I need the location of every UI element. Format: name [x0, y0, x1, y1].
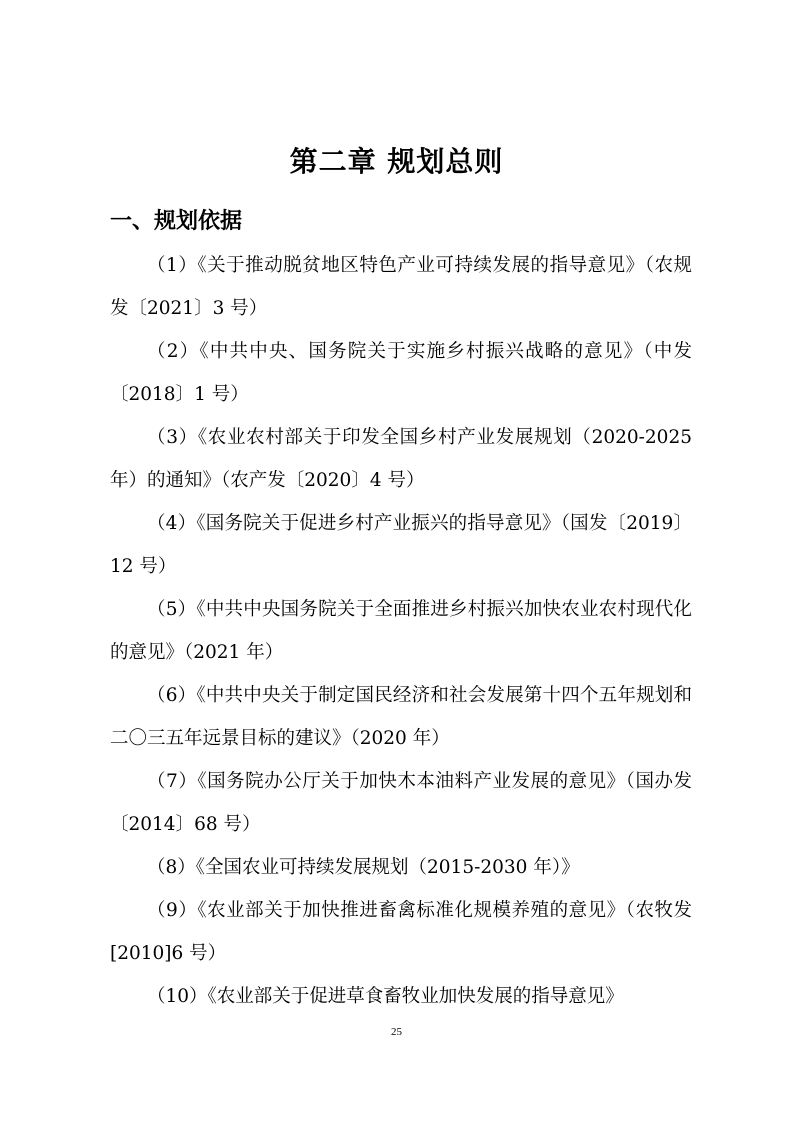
reference-item: （9）《农业部关于加快推进畜禽标准化规模养殖的意见》（农牧发[2010]6 号） [110, 900, 692, 964]
reference-item: （2）《中共中央、国务院关于实施乡村振兴战略的意见》（中发〔2018〕1 号） [110, 341, 692, 405]
reference-item: （10）《农业部关于促进草食畜牧业加快发展的指导意见》 [147, 986, 624, 1007]
reference-item: （7）《国务院办公厅关于加快木本油料产业发展的意见》（国办发〔2014〕68 号） [110, 771, 692, 835]
reference-item: （6）《中共中央关于制定国民经济和社会发展第十四个五年规划和二〇三五年远景目标的建议》（2020 年） [110, 685, 692, 749]
section-heading: 一、规划依据 [110, 208, 243, 234]
reference-item: （1）《关于推动脱贫地区特色产业可持续发展的指导意见》（农规发〔2021〕3 号） [110, 255, 692, 319]
chapter-title: 第二章 规划总则 [289, 145, 504, 178]
page-number: 25 [391, 1026, 402, 1038]
reference-list [110, 244, 692, 1018]
reference-item: （3）《农业农村部关于印发全国乡村产业发展规划（2020-2025 年）的通知》（农产发〔2020〕4 号） [110, 427, 692, 491]
reference-item: （4）《国务院关于促进乡村产业振兴的指导意见》（国发〔2019〕12 号） [110, 513, 692, 577]
reference-item: （5）《中共中央国务院关于全面推进乡村振兴加快农业农村现代化的意见》（2021 年） [110, 599, 692, 663]
reference-item: （8）《全国农业可持续发展规划（2015-2030 年）》 [147, 857, 580, 878]
